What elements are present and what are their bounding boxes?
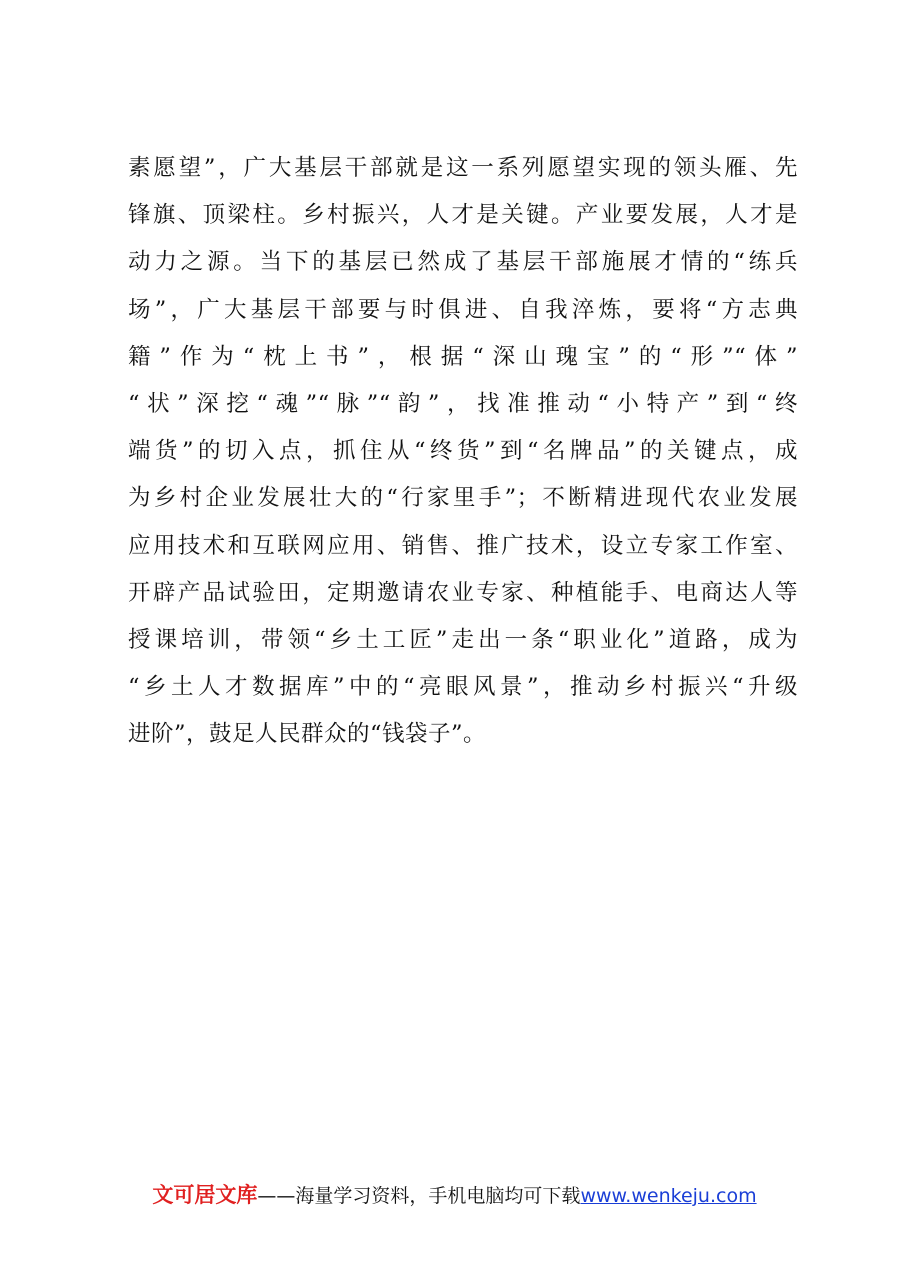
body-paragraph bbox=[128, 150, 798, 763]
paragraph-line: 为乡村企业发展壮大的“行家里手”；不断精进现代农业发展 bbox=[128, 485, 798, 512]
paragraph-line: 素愿望”，广大基层干部就是这一系列愿望实现的领头雁、先 bbox=[128, 155, 798, 181]
brand-name: 文可居文库 bbox=[152, 1183, 258, 1207]
footer-banner bbox=[0, 1180, 909, 1211]
footer-tagline: ——海量学习资料，手机电脑均可下载 bbox=[257, 1185, 581, 1207]
paragraph-line: 端货”的切入点，抓住从“终货”到“名牌品”的关键点，成 bbox=[128, 438, 798, 465]
paragraph-line: 授课培训，带领“乡土工匠”走出一条“职业化”道路，成为 bbox=[128, 626, 798, 653]
paragraph-line: 籍”作为“枕上书”，根据“深山瑰宝”的“形”“体” bbox=[128, 343, 798, 370]
paragraph-line: “乡土人才数据库”中的“亮眼风景”，推动乡村振兴“升级 bbox=[128, 674, 798, 701]
paragraph-line: 动力之源。当下的基层已然成了基层干部施展才情的“练兵 bbox=[128, 249, 798, 276]
paragraph-line: “状”深挖“魂”“脉”“韵”，找准推动“小特产”到“终 bbox=[128, 390, 798, 417]
paragraph-line: 应用技术和互联网应用、销售、推广技术，设立专家工作室、 bbox=[128, 532, 798, 559]
paragraph-line: 场”，广大基层干部要与时俱进、自我淬炼，要将“方志典 bbox=[128, 296, 798, 323]
paragraph-line: 开辟产品试验田，定期邀请农业专家、种植能手、电商达人等 bbox=[128, 579, 798, 606]
paragraph-line: 进阶”，鼓足人民群众的“钱袋子”。 bbox=[128, 721, 487, 748]
website-link[interactable]: www.wenkeju.com bbox=[580, 1185, 757, 1207]
paragraph-line: 锋旗、顶梁柱。乡村振兴，人才是关键。产业要发展，人才是 bbox=[128, 202, 798, 229]
